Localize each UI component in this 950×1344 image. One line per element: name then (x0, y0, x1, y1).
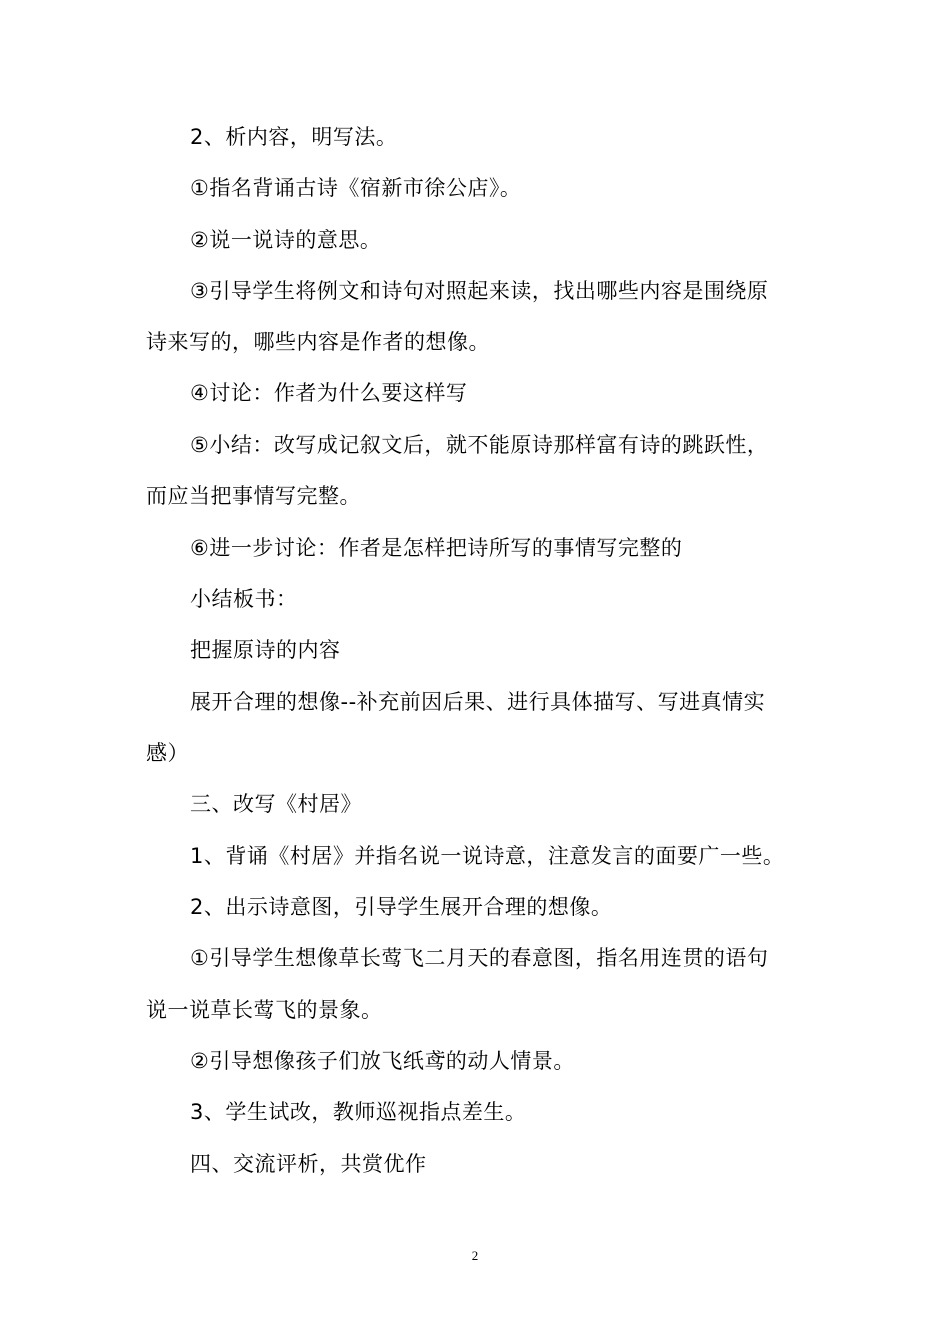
paragraph-line: ②说一说诗的意思。 (190, 228, 382, 252)
paragraph-line: 2、析内容，明写法。 (190, 125, 398, 149)
paragraph-line: ③引导学生将例文和诗句对照起来读，找出哪些内容是围绕原 (190, 279, 769, 303)
paragraph-line: ②引导想像孩子们放飞纸鸢的动人情景。 (190, 1049, 575, 1073)
paragraph-line: 小结板书： (190, 587, 298, 611)
paragraph-line: 说一说草长莺飞的景象。 (146, 998, 383, 1022)
section-heading: 三、改写《村居》 (190, 792, 362, 816)
paragraph-line: ⑤小结：改写成记叙文后，就不能原诗那样富有诗的跳跃性， (190, 433, 769, 457)
paragraph-line: 感） (146, 741, 189, 765)
section-heading: 四、交流评析，共赏优作 (190, 1152, 427, 1176)
paragraph-line: 2、出示诗意图，引导学生展开合理的想像。 (190, 895, 613, 919)
paragraph-line: ⑥进一步讨论：作者是怎样把诗所写的事情写完整的 (190, 536, 683, 560)
paragraph-line: 3、学生试改，教师巡视指点差生。 (190, 1100, 527, 1124)
paragraph-line: 诗来写的，哪些内容是作者的想像。 (146, 330, 490, 354)
paragraph-line: ④讨论：作者为什么要这样写 (190, 381, 468, 405)
paragraph-line: 把握原诗的内容 (190, 638, 341, 662)
paragraph-line: ①指名背诵古诗《宿新市徐公店》。 (190, 176, 522, 200)
paragraph-line: 而应当把事情写完整。 (146, 484, 361, 508)
paragraph-line: 展开合理的想像--补充前因后果、进行具体描写、写进真情实 (190, 690, 766, 714)
page-number: 2 (471, 1248, 479, 1263)
paragraph-line: ①引导学生想像草长莺飞二月天的春意图，指名用连贯的语句 (190, 946, 769, 970)
paragraph-line: 1、背诵《村居》并指名说一说诗意，注意发言的面要广一些。 (190, 844, 785, 868)
